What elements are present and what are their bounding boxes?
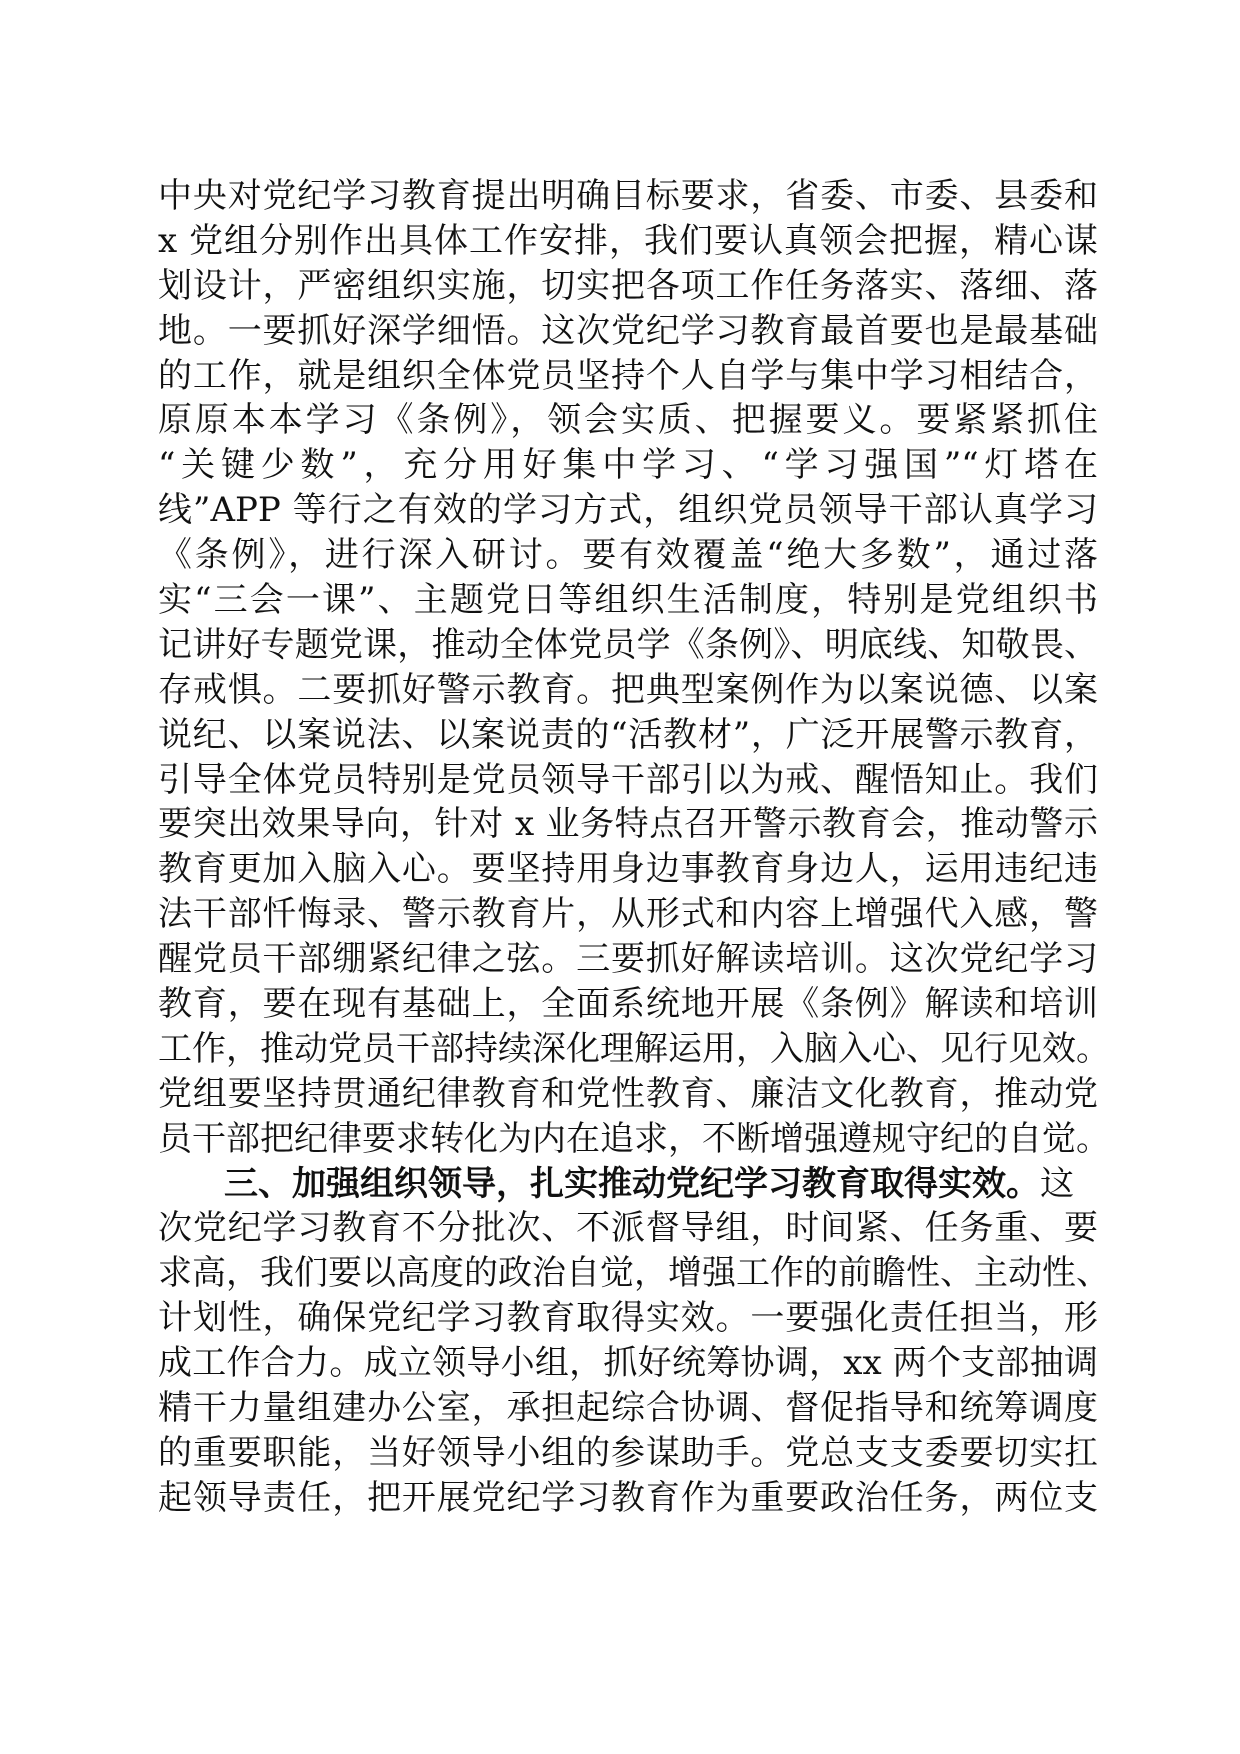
text-line: 成工作合力。成立领导小组，抓好统筹协调，xx 两个支部抽调 [158,1343,1098,1384]
text-line: 醒党员干部绷紧纪律之弦。三要抓好解读培训。这次党纪学习 [158,939,1098,980]
text-line: “关键少数”，充分用好集中学习、“学习强国”“灯塔在 [158,445,1098,486]
text-line: 实“三会一课”、主题党日等组织生活制度，特别是党组织书 [158,580,1098,621]
text-line: 工作，推动党员干部持续深化理解运用，入脑入心、见行见效。 [158,1028,1110,1069]
section-heading-line [158,1162,1098,1207]
text-line: 的工作，就是组织全体党员坚持个人自学与集中学习相结合， [158,355,1098,396]
text-line: 地。一要抓好深学细悟。这次党纪学习教育最首要也是最基础 [158,310,1098,351]
text-line: 求高，我们要以高度的政治自觉，增强工作的前瞻性、主动性、 [158,1253,1110,1294]
text-line: 原原本本学习《条例》，领会实质、把握要义。要紧紧抓住 [158,400,1098,441]
text-line: 划设计，严密组织实施，切实把各项工作任务落实、落细、落 [158,265,1098,306]
text-line: 记讲好专题党课，推动全体党员学《条例》、明底线、知敬畏、 [158,624,1098,665]
text-line: 法干部忏悔录、警示教育片，从形式和内容上增强代入感，警 [158,894,1098,935]
text-line: 教育，要在现有基础上，全面系统地开展《条例》解读和培训 [158,984,1098,1025]
document-body [158,174,1110,1521]
text-line: 员干部把纪律要求转化为内在追求，不断增强遵规守纪的自觉。 [158,1118,1110,1159]
text-line: 教育更加入脑入心。要坚持用身边事教育身边人，运用违纪违 [158,849,1098,890]
text-line: 《条例》，进行深入研讨。要有效覆盖“绝大多数”，通过落 [158,535,1098,576]
text-line: 次党纪学习教育不分批次、不派督导组，时间紧、任务重、要 [158,1208,1098,1249]
section-heading-tail: 这 [1040,1163,1074,1204]
text-line: 中央对党纪学习教育提出明确目标要求，省委、市委、县委和 [158,176,1098,216]
section-heading: 三、加强组织领导，扎实推动党纪学习教育取得实效。 [224,1163,1040,1204]
text-line: 要突出效果导向，针对 x 业务特点召开警示教育会，推动警示 [158,804,1098,845]
text-line: 的重要职能，当好领导小组的参谋助手。党总支支委要切实扛 [158,1432,1098,1473]
text-line: 党组要坚持贯通纪律教育和党性教育、廉洁文化教育，推动党 [158,1073,1098,1114]
text-line: 起领导责任，把开展党纪学习教育作为重要政治任务，两位支 [158,1477,1098,1518]
text-line: 说纪、以案说法、以案说责的“活教材”，广泛开展警示教育， [158,714,1098,755]
text-line: x 党组分别作出具体工作安排，我们要认真领会把握，精心谋 [158,220,1098,261]
text-line: 精干力量组建办公室，承担起综合协调、督促指导和统筹调度 [158,1388,1098,1429]
text-line: 计划性，确保党纪学习教育取得实效。一要强化责任担当，形 [158,1298,1098,1339]
text-line: 线”APP 等行之有效的学习方式，组织党员领导干部认真学习 [158,490,1098,531]
text-line: 引导全体党员特别是党员领导干部引以为戒、醒悟知止。我们 [158,759,1098,800]
text-line: 存戒惧。二要抓好警示教育。把典型案例作为以案说德、以案 [158,669,1098,710]
